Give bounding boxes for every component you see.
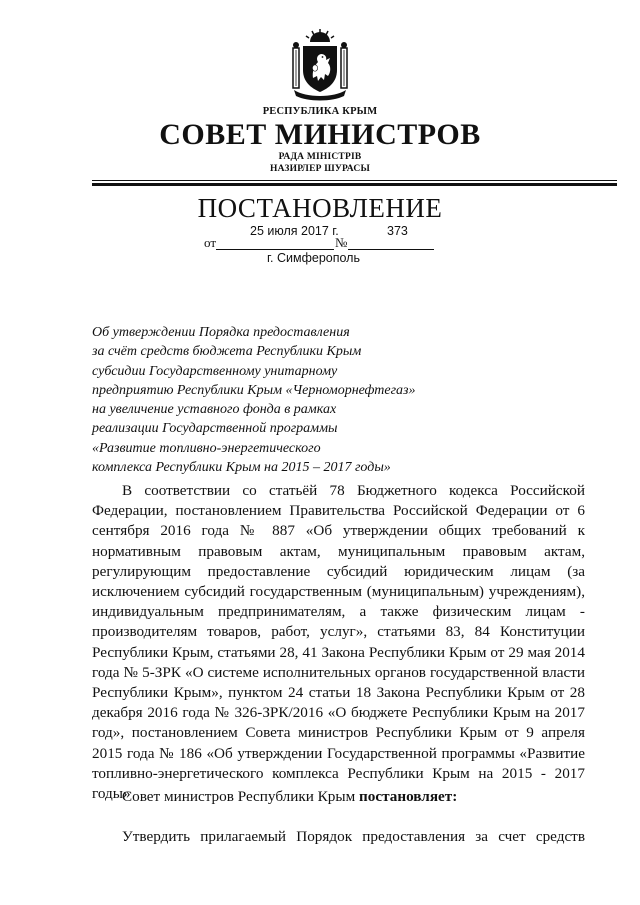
title-line: на увеличение уставного фонда в рамках (92, 402, 337, 418)
date-prefix-label: от (204, 235, 217, 250)
resolution-statement (122, 788, 457, 806)
title-line: предприятию Республики Крым «Черноморнефтегаз» (92, 382, 416, 398)
header-divider-thin (92, 180, 617, 181)
header-divider-thick (92, 183, 617, 186)
document-type-heading: ПОСТАНОВЛЕНИЕ (197, 193, 443, 223)
crimea-coat-of-arms-icon (288, 28, 352, 102)
number-blank-line (348, 249, 434, 250)
council-title-crimean-tatar: НАЗИРЛЕР ШУРАСЫ (270, 164, 370, 174)
resolution-keyword: постановляет: (359, 788, 458, 805)
title-line: субсидии Государственному унитарному (92, 363, 338, 379)
title-line: «Развитие топливно-энергетического (92, 440, 321, 456)
title-line: Об утверждении Порядка предоставления (92, 325, 350, 340)
number-sign-label: № (335, 235, 348, 250)
council-title: СОВЕТ МИНИСТРОВ (159, 118, 481, 151)
title-line: комплекса Республики Крым на 2015 – 2017 годы» (92, 460, 391, 476)
republic-name: РЕСПУБЛИКА КРЫМ (262, 106, 378, 117)
resolution-title (92, 323, 452, 477)
date-blank-line (216, 249, 334, 250)
document-date-value: 25 июля 2017 г. (250, 224, 339, 238)
council-title-ukrainian: РАДА МІНІСТРІВ (278, 152, 362, 162)
operative-paragraph: Утвердить прилагаемый Порядок предоставления за счет средств (122, 828, 585, 845)
city-label: г. Симферополь (267, 251, 360, 265)
resolution-statement-text: Совет министров Республики Крым (122, 788, 360, 805)
document-number-value: 373 (387, 224, 408, 238)
title-line: за счёт средств бюджета Республики Крым (92, 344, 362, 360)
title-line: реализации Государственной программы (92, 421, 338, 437)
preamble-paragraph: В соответствии со статьёй 78 Бюджетного кодекса Российской Федерации, постановлением Правительства Российской Федерации от 6 сентября 2016 года № 887 «Об утверждении общих требований к нормативным правовым актам, муниципальным правовым актам, регулирующим предоставление субсидий юридическим лицам (за исключением субсидий государственным (муниципальным) учреждениям), индивидуальным предпринимателям, а также физическим лицам - производителям товаров, работ, услуг», статьями 83, 84 Конституции Республики Крым, статьями 28, 41 Закона Республики Крым от 29 мая 2014 года № 5-ЗРК «О системе исполнительных органов государственной власти Республики Крым», пунктом 24 статьи 18 Закона Республики Крым от 28 декабря 2016 года № 326-ЗРК/2016 «О бюджете Республики Крым на 2017 год», постановлением Совета министров Республики Крым от 9 апреля 2015 года № 186 «Об утверждении Государственной программы «Развитие топливно-энергетического комплекса Республики Крым на 2015 - 2017 годы» (92, 482, 585, 803)
